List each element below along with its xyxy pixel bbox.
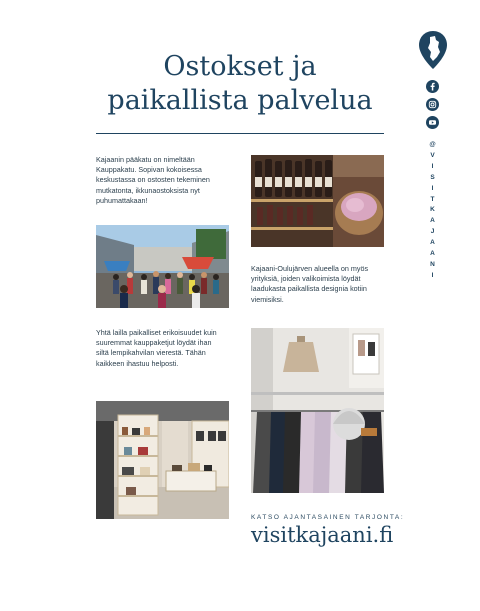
paragraph-local-design: Kajaani-Oulujärven alueella on myös yrityksiä, joiden valikoimista löydät laadukasta paikallista designia kotiin viemisiksi.: [251, 264, 369, 304]
title-line-2: paikallista palvelua: [107, 85, 373, 116]
instagram-icon[interactable]: [426, 98, 439, 111]
title-line-1: Ostokset ja: [163, 51, 317, 82]
cta-label: KATSO AJANTASAINEN TARJONTA:: [251, 514, 405, 521]
vertical-letter: A: [430, 239, 435, 247]
vertical-handle-text: [425, 140, 440, 282]
title-divider: [96, 133, 384, 134]
vertical-letter: K: [430, 206, 435, 214]
vertical-letter: J: [430, 228, 435, 236]
paragraph-kauppakatu: Kajaanin pääkatu on nimeltään Kauppakatu. Sopivan kokoisessa keskustassa on ostosten tekeminen mutkatonta, ikkunaostoksista nyt puhumattakaan!: [96, 155, 210, 205]
vertical-letter: I: [431, 184, 434, 192]
page-title: [90, 50, 390, 118]
vertical-letter: V: [430, 151, 435, 159]
website-link[interactable]: visitkajaani.fi: [251, 523, 394, 547]
paragraph-local-specialties: Yhtä lailla paikalliset erikoisuudet kuin suuremmat kauppaketjut löydät ihan siltä lempikahvilan vierestä. Tähän kaikkeen ihastuu helposti.: [96, 328, 217, 368]
vertical-letter: T: [430, 195, 435, 203]
photo-shop-shelves: [251, 155, 384, 247]
vertical-letter: A: [430, 250, 435, 258]
facebook-icon[interactable]: [426, 80, 439, 93]
youtube-icon[interactable]: [426, 116, 439, 129]
photo-clothing-boutique: [251, 328, 384, 493]
vertical-letter: S: [430, 173, 435, 181]
photo-store-interior: [96, 401, 229, 519]
vertical-letter: I: [431, 271, 434, 279]
vertical-letter: A: [430, 217, 435, 225]
vertical-letter: @: [429, 141, 436, 148]
vertical-letter: N: [430, 260, 435, 268]
vertical-letter: I: [431, 162, 434, 170]
photo-street-market: [96, 225, 229, 308]
visit-kajaani-logo-icon: [418, 30, 448, 70]
